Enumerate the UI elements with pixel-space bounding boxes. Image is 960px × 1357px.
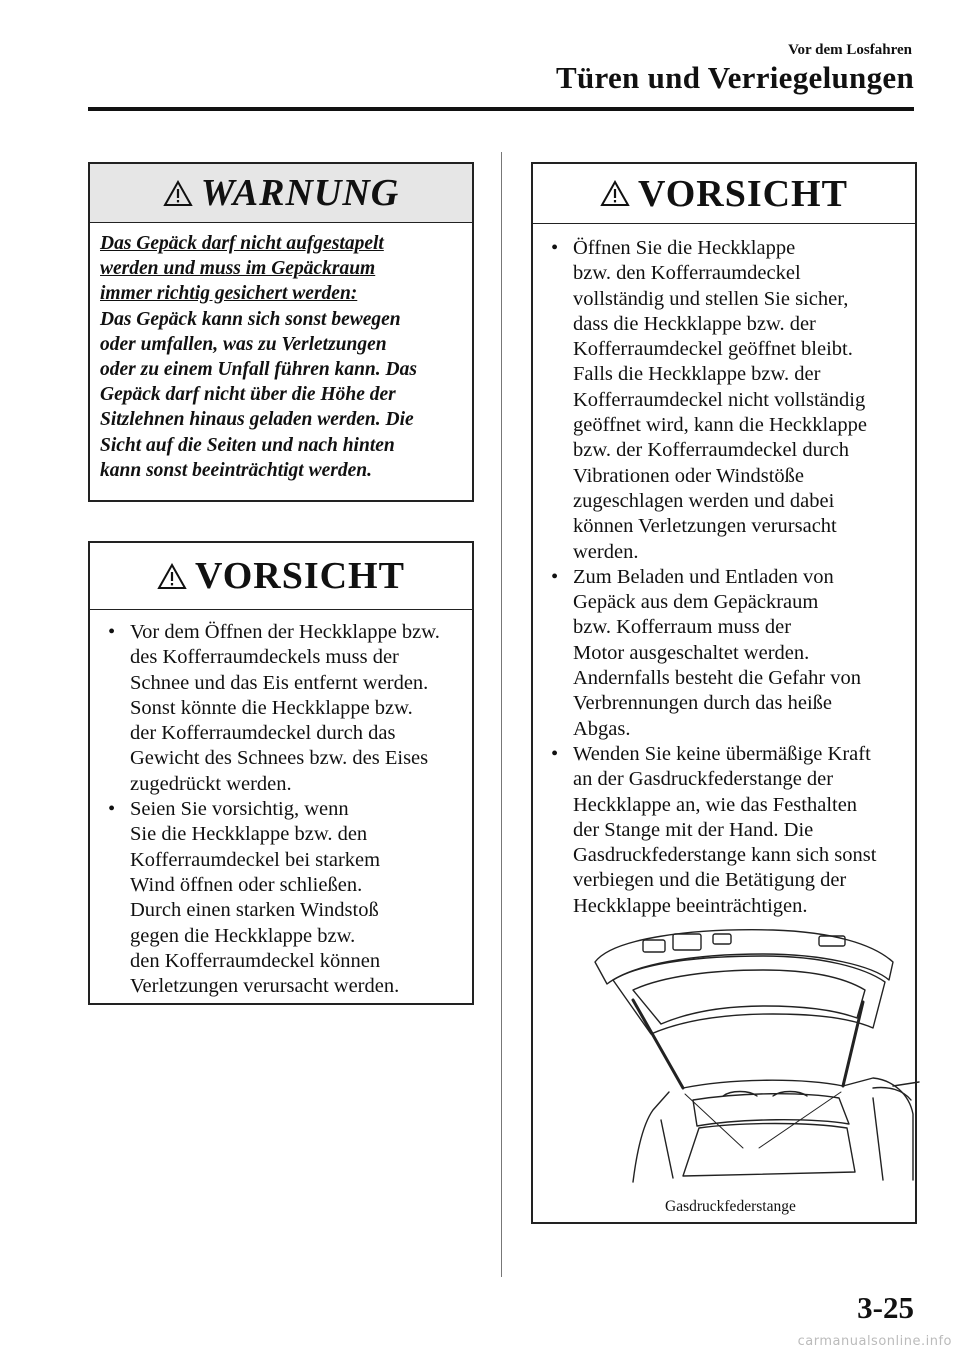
caution-box-right [531, 162, 917, 1224]
list-item-line: Sie die Heckklappe bzw. den [130, 823, 368, 846]
warning-body-line: oder zu einem Unfall führen kann. Das [100, 359, 417, 381]
bullet-icon: • [551, 565, 559, 588]
page-title: Türen und Verriegelungen [555, 60, 914, 95]
list-item-line: den Kofferraumdeckel können [130, 949, 381, 972]
list-item [533, 236, 911, 565]
list-item-line: Durch einen starken Windstoß [130, 899, 379, 922]
warning-header [90, 164, 472, 223]
list-item [90, 620, 468, 797]
list-item-line: können Verletzungen verursacht [573, 515, 837, 538]
caution-header [533, 164, 915, 224]
tailgate-illustration [573, 910, 923, 1190]
list-item-line: Vibrationen oder Windstöße [573, 464, 804, 487]
list-item-line: der Stange mit der Hand. Die [573, 818, 814, 841]
warning-body-line: oder umfallen, was zu Verletzungen [100, 333, 387, 355]
caution-header [90, 543, 472, 610]
list-item-line: Sonst könnte die Heckklappe bzw. [130, 696, 413, 719]
list-item-line: der Kofferraumdeckel durch das [130, 722, 396, 745]
list-item-line: Heckklappe beeinträchtigen. [573, 894, 808, 917]
warning-heading: WARNUNG [200, 172, 400, 214]
caution-box-left [88, 541, 474, 1005]
list-item-line: Verletzungen verursacht werden. [130, 975, 400, 998]
warning-body-line: Das Gepäck kann sich sonst bewegen [100, 308, 401, 330]
caution-heading: VORSICHT [638, 172, 848, 215]
list-item-line: Gewicht des Schnees bzw. des Eises [130, 747, 429, 770]
bullet-icon: • [108, 621, 116, 643]
warning-body-line: Gepäck darf nicht über die Höhe der [100, 384, 396, 406]
list-item-line: zugedrückt werden. [130, 772, 292, 795]
list-item-line: Schnee und das Eis entfernt werden. [130, 671, 429, 694]
warning-triangle-icon [163, 180, 193, 207]
list-item-line: Kofferraumdeckel nicht vollständig [573, 388, 866, 411]
column-divider [501, 152, 502, 1277]
warning-text [90, 223, 472, 483]
list-item-line: gegen die Heckklappe bzw. [130, 924, 356, 947]
warning-triangle-icon [600, 180, 630, 207]
list-item-line: zugeschlagen werden und dabei [573, 489, 835, 512]
section-subtitle: Vor dem Losfahren [788, 42, 912, 58]
list-item-line: Verbrennungen durch das heiße [573, 692, 833, 715]
list-item-line: Kofferraumdeckel bei starkem [130, 848, 381, 871]
header-rule [88, 107, 914, 111]
list-item-line: Motor ausgeschaltet werden. [573, 641, 810, 664]
warning-underlined-line: Das Gepäck darf nicht aufgestapelt [100, 233, 384, 254]
caution-list [533, 224, 915, 919]
bullet-icon: • [551, 742, 559, 765]
list-item-line: an der Gasdruckfederstange der [573, 768, 834, 791]
list-item-line: Vor dem Öffnen der Heckklappe bzw. [130, 621, 440, 643]
list-item-line: werden. [573, 540, 639, 563]
list-item-line: Wenden Sie keine übermäßige Kraft [573, 742, 871, 765]
warning-body-line: kann sonst beeinträchtigt werden. [100, 459, 372, 481]
list-item-line: bzw. der Kofferraumdeckel durch [573, 439, 850, 462]
warning-body-line: Sitzlehnen hinaus geladen werden. Die [100, 409, 414, 431]
list-item-line: des Kofferraumdeckels muss der [130, 646, 399, 669]
list-item-line: Zum Beladen und Entladen von [573, 565, 834, 588]
list-item-line: Gasdruckfederstange kann sich sonst [573, 844, 877, 867]
list-item [90, 797, 468, 999]
warning-box [88, 162, 474, 502]
list-item [533, 565, 911, 742]
warning-triangle-icon [157, 563, 187, 590]
bullet-icon: • [108, 798, 116, 821]
list-item-line: dass die Heckklappe bzw. der [573, 312, 816, 335]
warning-underlined-line: werden und muss im Gepäckraum [100, 258, 376, 280]
list-item-line: Seien Sie vorsichtig, wenn [130, 798, 349, 821]
list-item-line: Gepäck aus dem Gepäckraum [573, 591, 819, 614]
caution-list [90, 610, 472, 999]
list-item-line: Andernfalls besteht die Gefahr von [573, 667, 862, 690]
list-item [533, 742, 911, 919]
list-item-line: Wind öffnen oder schließen. [130, 873, 363, 896]
list-item-line: verbiegen und die Betätigung der [573, 869, 847, 892]
warning-underlined-line: immer richtig gesichert werden: [100, 283, 358, 305]
illustration-label: Gasdruckfederstange [665, 1198, 796, 1215]
list-item-line: Kofferraumdeckel geöffnet bleibt. [573, 338, 853, 361]
list-item-line: Heckklappe an, wie das Festhalten [573, 793, 858, 816]
list-item-line: bzw. Kofferraum muss der [573, 616, 792, 639]
list-item-line: geöffnet wird, kann die Heckklappe [573, 414, 867, 437]
list-item-line: Öffnen Sie die Heckklappe [573, 237, 796, 259]
caution-heading: VORSICHT [195, 555, 405, 597]
list-item-line: Abgas. [573, 717, 631, 740]
bullet-icon: • [551, 237, 559, 259]
list-item-line: Falls die Heckklappe bzw. der [573, 363, 821, 386]
list-item-line: vollständig und stellen Sie sicher, [573, 287, 849, 310]
page-number: 3-25 [857, 1290, 914, 1325]
list-item-line: bzw. den Kofferraumdeckel [573, 262, 801, 285]
warning-body-line: Sicht auf die Seiten und nach hinten [100, 434, 395, 456]
footer-watermark: carmanualsonline.info [797, 1334, 952, 1349]
